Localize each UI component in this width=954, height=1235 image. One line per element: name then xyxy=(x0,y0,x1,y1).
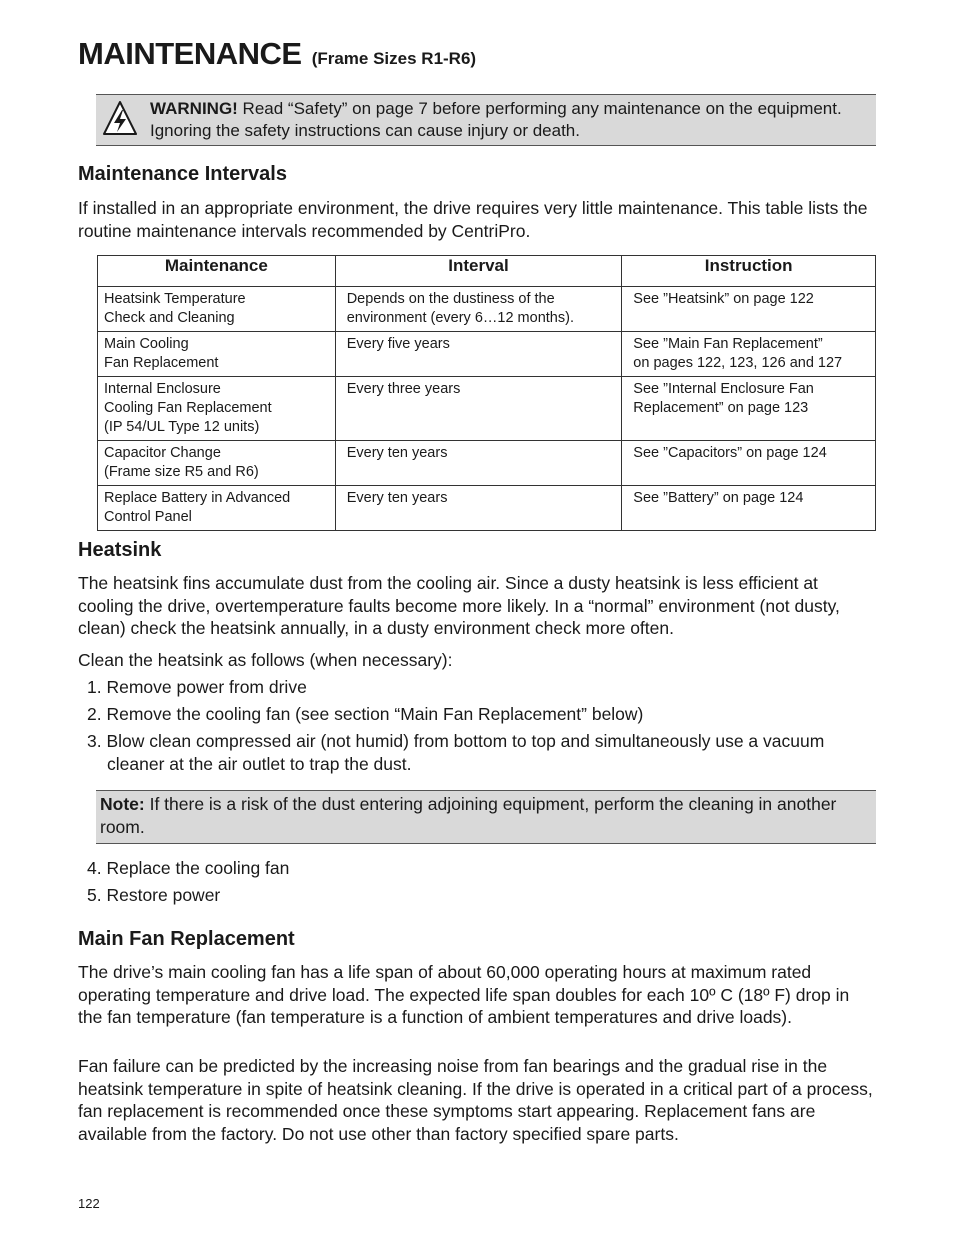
maintenance-intervals-intro: If installed in an appropriate environment, the drive requires very little maintenance. This table lists the routine maintenance intervals recommended by CentriPro. xyxy=(78,198,868,241)
page-number: 122 xyxy=(78,1196,100,1211)
cell-interval: Every five years xyxy=(335,332,622,377)
column-header-interval: Interval xyxy=(335,256,622,287)
maintenance-intervals-heading: Maintenance Intervals xyxy=(78,163,287,185)
list-item: 1. Remove power from drive xyxy=(87,677,307,697)
warning-label: WARNING! xyxy=(150,99,238,118)
page-subtitle: (Frame Sizes R1-R6) xyxy=(311,49,477,68)
cell-instruction: See ”Battery” on page 124 xyxy=(622,486,876,531)
main-fan-replacement-heading: Main Fan Replacement xyxy=(78,928,295,950)
warning-text: WARNING! Read “Safety” on page 7 before performing any maintenance on the equipment. Ignoring the safety instructions can cause injury or death. xyxy=(150,99,842,140)
cell-interval: Depends on the dustiness of the environment (every 6…12 months). xyxy=(335,287,622,332)
warning-box xyxy=(96,94,876,146)
note-box xyxy=(96,790,876,844)
column-header-maintenance: Maintenance xyxy=(98,256,336,287)
page-title: MAINTENANCE (Frame Sizes R1-R6) xyxy=(78,36,477,71)
cell-instruction: See ”Main Fan Replacement” on pages 122, 123, 126 and 127 xyxy=(622,332,876,377)
main-fan-paragraph-2: Fan failure can be predicted by the increasing noise from fan bearings and the gradual rise in the heatsink temperature in spite of heatsink cleaning. If the drive is operated in a critical part of a process, fan replacement is recommended once these symptoms start appearing. Replacement fans are available from the factory. Do not use other than factory specified spare parts. xyxy=(78,1056,873,1144)
main-fan-paragraph-1: The drive’s main cooling fan has a life span of about 60,000 operating hours at maximum rated operating temperature and drive load. The expected life span doubles for each 10º C (18º F) drop in the fan temperature (fan temperature is a function of ambient temperatures and drive loads). xyxy=(78,962,850,1027)
list-item: 4. Replace the cooling fan xyxy=(87,858,290,878)
cell-instruction: See ”Capacitors” on page 124 xyxy=(622,441,876,486)
maintenance-intervals-table xyxy=(97,255,876,531)
table-row xyxy=(98,377,876,441)
list-item: 3. Blow clean compressed air (not humid) from bottom to top and simultaneously use a vacuum cleaner at the air outlet to trap the dust. xyxy=(87,731,825,774)
cell-interval: Every three years xyxy=(335,377,622,441)
cell-instruction: See ”Heatsink” on page 122 xyxy=(622,287,876,332)
heatsink-clean-intro: Clean the heatsink as follows (when necessary): xyxy=(78,650,453,670)
list-item: 5. Restore power xyxy=(87,885,221,905)
list-item: 2. Remove the cooling fan (see section “Main Fan Replacement” below) xyxy=(87,704,644,724)
column-header-instruction: Instruction xyxy=(622,256,876,287)
table-row xyxy=(98,441,876,486)
heatsink-heading: Heatsink xyxy=(78,539,162,561)
cell-instruction: See ”Internal Enclosure Fan Replacement” on page 123 xyxy=(622,377,876,441)
cell-maintenance: Capacitor Change (Frame size R5 and R6) xyxy=(98,441,336,486)
note-label: Note: xyxy=(100,794,145,814)
electrical-hazard-warning-icon xyxy=(102,99,138,139)
note-text: Note: If there is a risk of the dust entering adjoining equipment, perform the cleaning in another room. xyxy=(100,794,837,837)
heatsink-paragraph: The heatsink fins accumulate dust from the cooling air. Since a dusty heatsink is less efficient at cooling the drive, overtemperature faults become more likely. In a “normal” environment (not dusty, clean) check the heatsink annually, in a dusty environment check more often. xyxy=(78,573,840,638)
table-header-row xyxy=(98,256,876,287)
cell-interval: Every ten years xyxy=(335,486,622,531)
table-row xyxy=(98,332,876,377)
cell-maintenance: Replace Battery in Advanced Control Panel xyxy=(98,486,336,531)
cell-maintenance: Main Cooling Fan Replacement xyxy=(98,332,336,377)
table-row xyxy=(98,287,876,332)
cell-interval: Every ten years xyxy=(335,441,622,486)
table-row xyxy=(98,486,876,531)
cell-maintenance: Internal Enclosure Cooling Fan Replacement (IP 54/UL Type 12 units) xyxy=(98,377,336,441)
cell-maintenance: Heatsink Temperature Check and Cleaning xyxy=(98,287,336,332)
